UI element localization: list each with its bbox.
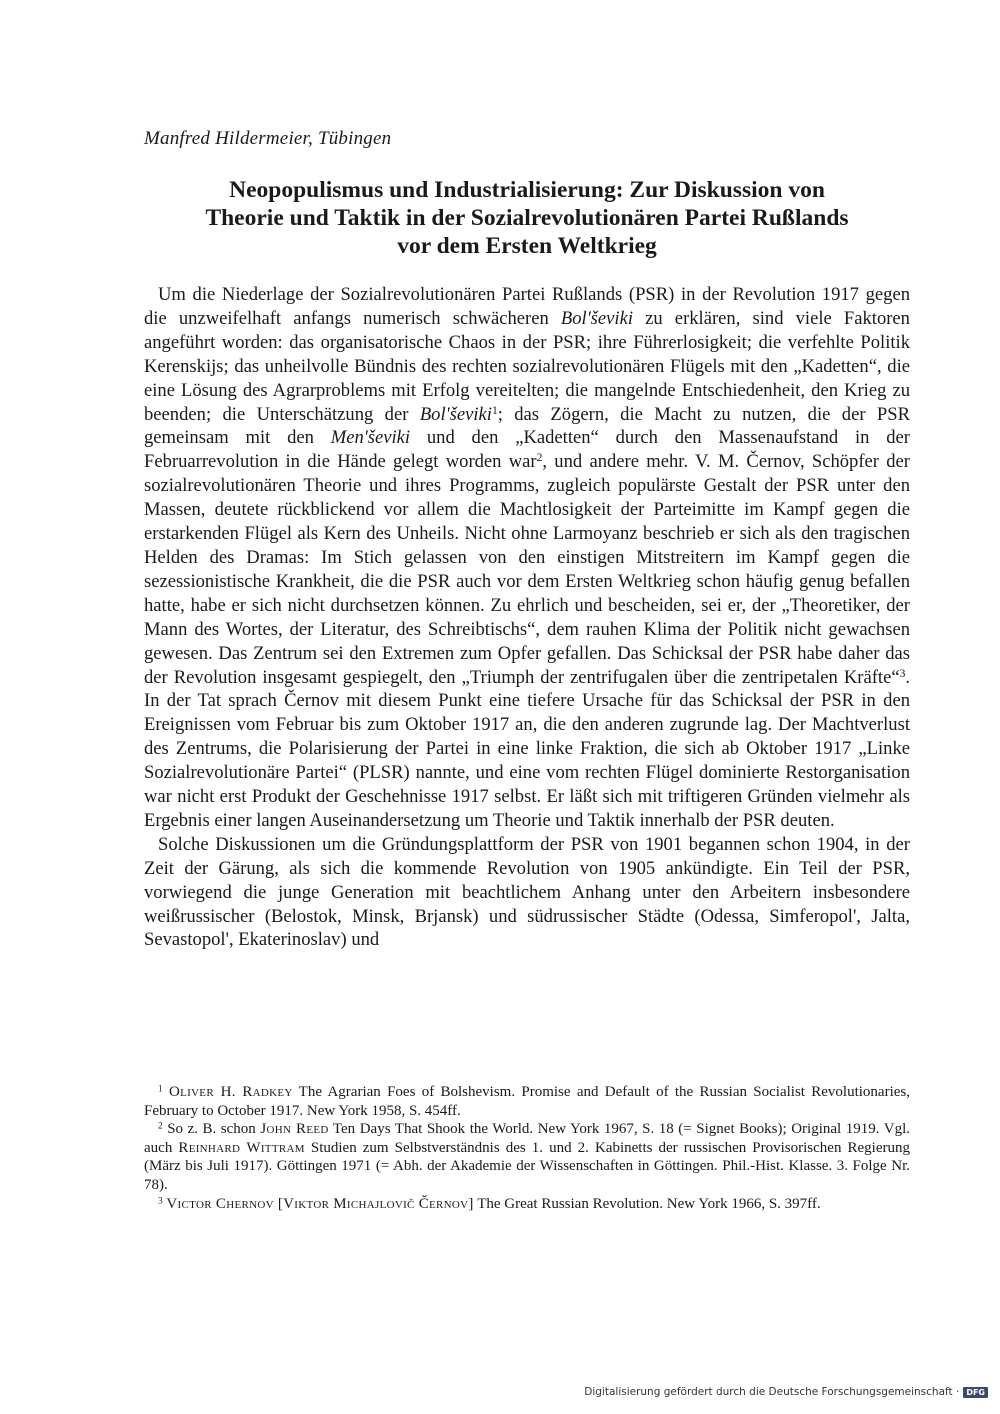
footnote-ref-1[interactable]: 1 [491,404,498,417]
footnote-author: John Reed [260,1121,329,1138]
article-title [144,176,910,260]
footnotes [144,1083,910,1213]
title-line-1: Neopopulismus und Industrialisierung: Zur Diskussion von [229,177,825,203]
footnote-2: $^2$ So z. B. schon John Reed Ten Days That Shook the World. New York 1967, S. 18 (= Signet Books); Original 1919. Vgl. auch Reinhard Wittram Studien zum Selbstverständnis des 1. und 2. Kabinetts der russischen Provisorischen Regierung (März bis Juli 1917). Göttingen 1971 (= Abh. der Akademie der Wissenschaften in Göttingen. Phil.-Hist. Klasse. 3. Folge Nr. 78). [144,1121,910,1193]
footnote-author: Oliver H. Radkey [168,1084,293,1100]
author-line: Manfred Hildermeier, Tübingen [144,128,392,149]
footnote-author: Reinhard Wittram [178,1139,305,1156]
paragraph-2: Solche Diskussionen um die Gründungsplattform der PSR von 1901 begannen schon 1904, in der Zeit der Gärung, als sich die kommende Revolution von 1905 ankündigte. Ein Teil der PSR, vorwiegend die junge Generation mit beachtlichem Anhang unter den Arbeitern insbesondere weißrussischer (Belostok, Minsk, Brjansk) und südrussischer Städte (Odessa, Simferopol', Jalta, Sevastopol', Ekaterinoslav) und [144,833,910,951]
footnote-1: $^1$ Oliver H. Radkey The Agrarian Foes of Bolshevism. Promise and Default of the Russian Socialist Revolutionaries, February to October 1917. New York 1958, S. 454ff. [144,1084,910,1119]
body-text [144,283,910,952]
footnote-ref-3[interactable]: 3 [899,667,906,680]
footnote-author: Victor Chernov [Viktor Michajlovič Černov] [166,1195,474,1212]
paragraph-1: Um die Niederlage der Sozialrevolutionären Partei Rußlands (PSR) in der Revolution 1917 gegen die unzweifelhaft anfangs numerisch schwächeren Bol'ševiki zu erklären, sind viele Faktoren angeführt worden: das organisatorische Chaos in der PSR; ihre Führerlosigkeit; die verfehlte Politik Kerenskijs; das unheilvolle Bündnis des rechten sozialrevolutionären Flügels mit den „Kadetten“, die eine Lösung des Agrarproblems mit Erfolg vereitelten; die mangelnde Entschiedenheit, den Krieg zu beenden; die Unterschätzung der Bol'ševiki$^1$; das Zögern, die Macht zu nutzen, die der PSR gemeinsam mit den Men'ševiki und den „Kadetten“ durch den Massenaufstand in der Februarrevolution in die Hände gelegt worden war$^2$, und andere mehr. V. M. Černov, Schöpfer der sozialrevolutionären Theorie und ihres Programms, zugleich populärste Gestalt der PSR unter den Massen, deutete rückblickend vor allem die Machtlosigkeit der Parteimitte im Kampf gegen die erstarkenden Flügel als Kern des Unheils. Nicht ohne Larmoyanz beschrieb er sich als den tragischen Helden des Dramas: Im Stich gelassen von den einstigen Mitstreitern im Kampf gegen die sezessionistische Krankheit, die die PSR auch vor dem Ersten Weltkrieg schon häufig genug befallen hatte, habe er sich nicht durchsetzen können. Zu ehrlich und bescheiden, sei er, der „Theoretiker, der Mann des Wortes, der Literatur, des Schreibtischs“, dem rauhen Klima der Politik nicht gewachsen gewesen. Das Zentrum sei den Extremen zum Opfer gefallen. Das Schicksal der PSR habe daher das der Revolution insgesamt gespiegelt, den „Triumph der zentrifugalen über die zentripetalen Kräfte“$^3$. In der Tat sprach Černov mit diesem Punkt eine tiefere Ursache für das Schicksal der PSR in den Ereignissen vom Februar bis zum Oktober 1917 an, die den anderen zugrunde lag. Der Machtverlust des Zentrums, die Polarisierung der Partei in eine linke Fraktion, die sich ab Oktober 1917 „Linke Sozialrevolutionäre Partei“ (PLSR) nannte, und eine vom rechten Flügel dominierte Restorganisation war nicht erst Produkt der Geschehnisse 1917 selbst. Er läßt sich mit triftigeren Gründen vielmehr als Ergebnis einer langen Auseinandersetzung um Theorie und Taktik innerhalb der PSR deuten. [144,284,910,831]
italic-term: Bol'ševiki [419,403,492,425]
digitization-stamp [584,1386,988,1398]
italic-term: Bol'ševiki [560,307,633,329]
italic-term: Men'ševiki [330,427,411,449]
title-line-2: Theorie und Taktik in der Sozialrevolutionären Partei Rußlands [205,205,849,231]
dfg-logo-icon: DFG [963,1387,988,1398]
title-line-3: vor dem Ersten Weltkrieg [397,233,657,259]
footnote-3: $^3$ Victor Chernov [Viktor Michajlovič Černov] The Great Russian Revolution. New York 1966, S. 397ff. [158,1195,821,1212]
footnote-ref-2[interactable]: 2 [536,452,543,465]
stamp-text: Digitalisierung gefördert durch die Deutsche Forschungsgemeinschaft · [584,1386,960,1398]
